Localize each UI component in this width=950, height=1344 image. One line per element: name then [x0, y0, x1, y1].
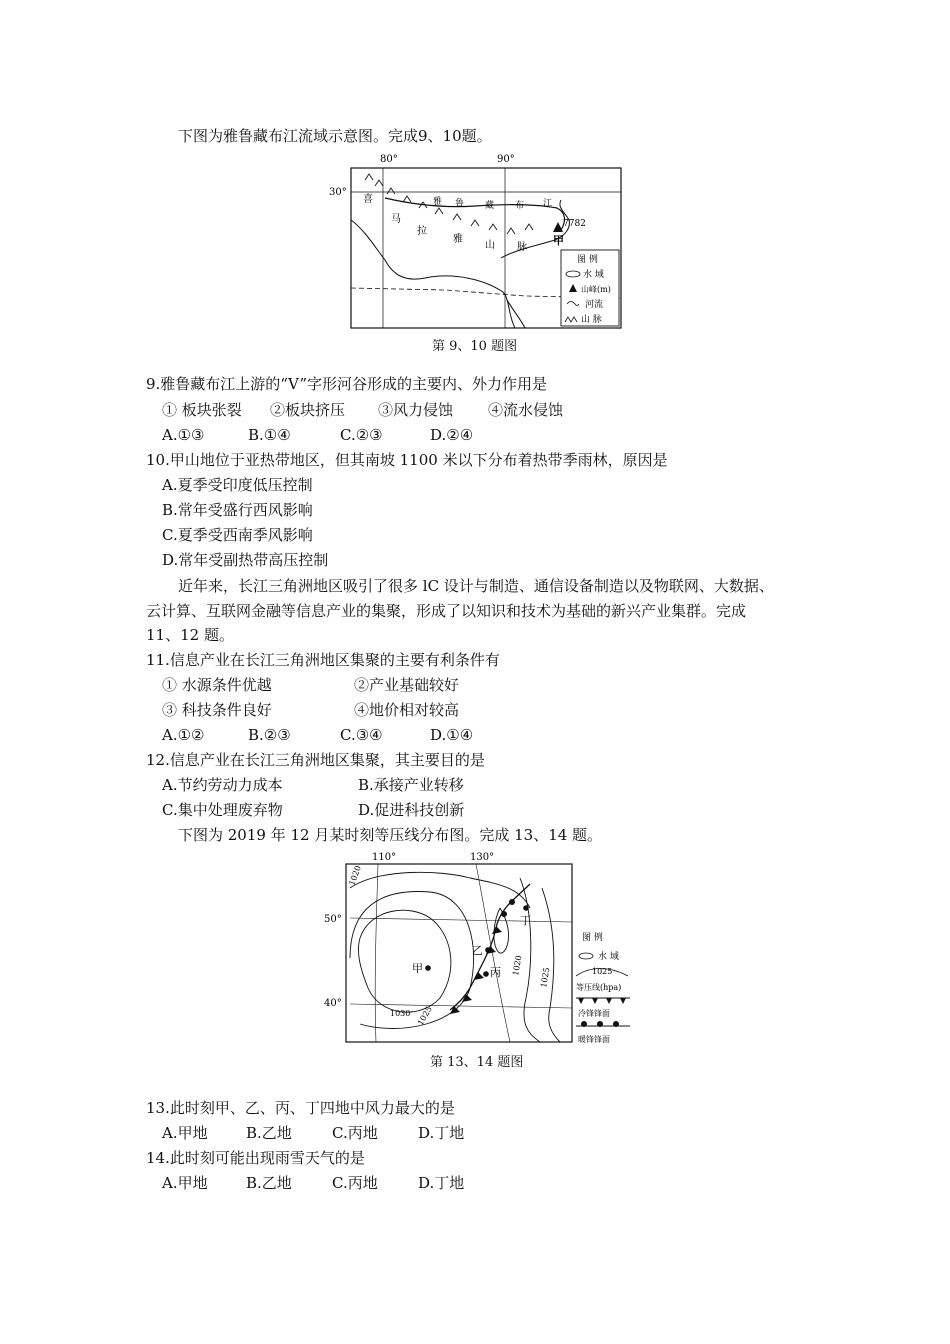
map1-mountain-marks — [365, 174, 533, 234]
q12-choice-d[interactable]: D.促进科技创新 — [358, 801, 465, 819]
map2-isobar-label-1: 1020 — [347, 864, 363, 887]
q11-choice-d[interactable]: D.①④ — [430, 726, 474, 744]
map1-river — [385, 198, 564, 230]
map1-caption: 第 9、10 题图 — [432, 339, 518, 354]
map1-legend-title: 图 例 — [577, 255, 598, 265]
map1-lon-80: 80° — [380, 154, 398, 165]
map1-region-2: 马 — [391, 214, 401, 225]
q11-item-1: ① 水源条件优越 — [162, 676, 272, 694]
map2-place-bing: 丙 — [490, 966, 501, 979]
map2-isobar-label-5: 1025 — [539, 966, 552, 989]
intro-11-12-line3: 11、12 题。 — [146, 626, 234, 644]
map2-legend-water-icon — [579, 953, 593, 959]
map1-peak-name: 甲 — [553, 234, 564, 247]
map2-place-yi-dot — [485, 947, 491, 953]
q10-stem: 10.甲山地位于亚热带地区，但其南坡 1100 米以下分布着热带季雨林，原因是 — [146, 451, 668, 469]
map1-river-1: 雅 — [433, 197, 443, 207]
q14-choice-d[interactable]: D.丁地 — [418, 1174, 465, 1192]
q14-stem: 14.此时刻可能出现雨雪天气的是 — [146, 1149, 365, 1167]
q10-choice-a[interactable]: A.夏季受印度低压控制 — [162, 476, 313, 494]
map2-legend-isobar: 等压线(hpa) — [576, 983, 622, 992]
q9-item-1: ① 板块张裂 — [162, 401, 242, 419]
map1-legend-peak: 山峰(m) — [581, 285, 611, 294]
map1-legend-water: 水 域 — [583, 270, 604, 280]
q10-choice-c[interactable]: C.夏季受西南季风影响 — [162, 526, 313, 544]
map1-lat-30: 30° — [329, 187, 347, 198]
map2-legend-cold: 冷锋锋面 — [578, 1009, 610, 1018]
q13-choice-a[interactable]: A.甲地 — [162, 1124, 208, 1142]
q9-item-4: ④流水侵蚀 — [488, 401, 564, 419]
map2-lon-130: 130° — [470, 852, 495, 863]
q11-stem: 11.信息产业在长江三角洲地区集聚的主要有利条件有 — [146, 651, 500, 669]
q9-choice-c[interactable]: C.②③ — [340, 426, 383, 444]
map2-isobar-2 — [358, 910, 450, 1012]
map2-legend-title: 图 例 — [582, 933, 603, 943]
q14-choice-c[interactable]: C.丙地 — [332, 1174, 378, 1192]
q13-choice-b[interactable]: B.乙地 — [246, 1124, 292, 1142]
map2-lon-110: 110° — [372, 852, 397, 863]
map1-river-3: 藏 — [485, 201, 495, 211]
map1-region-5: 山 — [485, 240, 495, 251]
map2-place-jia: 甲 — [412, 962, 423, 975]
q14-choice-b[interactable]: B.乙地 — [246, 1174, 292, 1192]
map2-lat-50: 50° — [324, 914, 342, 925]
q14-choice-a[interactable]: A.甲地 — [162, 1174, 208, 1192]
q11-item-3: ③ 科技条件良好 — [162, 701, 272, 719]
q11-choice-b[interactable]: B.②③ — [248, 726, 291, 744]
map2-place-bing-dot — [483, 971, 489, 977]
map1-legend-mountain: 山 脉 — [581, 315, 602, 325]
map2-caption: 第 13、14 题图 — [430, 1055, 524, 1070]
map2-isobar-5 — [542, 888, 560, 1042]
map2-place-ding-dot — [523, 905, 529, 911]
q12-choice-c[interactable]: C.集中处理废弃物 — [162, 801, 283, 819]
q11-choice-a[interactable]: A.①② — [162, 726, 205, 744]
q10-choice-b[interactable]: B.常年受盛行西风影响 — [162, 501, 313, 519]
map1-region-6: 脉 — [517, 242, 527, 253]
map2-isobar-label-3: 1025 — [415, 1004, 434, 1027]
map2-isobar-4 — [520, 878, 540, 1042]
map2-isobar-label-2: 1030 — [390, 1009, 411, 1018]
map1-river-2: 鲁 — [455, 199, 465, 209]
map2-place-jia-dot — [425, 965, 431, 971]
map1-peak-elev: 7782 — [563, 219, 586, 229]
map2-lat-40: 40° — [324, 998, 342, 1009]
q10-choice-d[interactable]: D.常年受副热带高压控制 — [162, 551, 329, 569]
map1-legend-river: 河流 — [585, 300, 604, 310]
intro-9-10: 下图为雅鲁藏布江流域示意图。完成9、10题。 — [178, 127, 492, 145]
intro-11-12-line1: 近年来，长江三角洲地区吸引了很多 lC 设计与制造、通信设备制造以及物联网、大数据、 — [178, 577, 774, 595]
q13-choice-d[interactable]: D.丁地 — [418, 1124, 465, 1142]
map2-warm-front-marks — [501, 899, 515, 917]
q13-choice-c[interactable]: C.丙地 — [332, 1124, 378, 1142]
intro-13-14: 下图为 2019 年 12 月某时刻等压线分布图。完成 13、14 题。 — [178, 826, 603, 844]
q12-stem: 12.信息产业在长江三角洲地区集聚，其主要目的是 — [146, 751, 485, 769]
q9-item-3: ③风力侵蚀 — [378, 401, 454, 419]
map1-region-1: 喜 — [363, 194, 373, 205]
map1-coast — [351, 220, 515, 328]
map2-isobar-label-4: 1020 — [511, 954, 524, 977]
q9-stem: 9.雅鲁藏布江上游的“V”字形河谷形成的主要内、外力作用是 — [146, 375, 548, 393]
isobar-map — [320, 848, 640, 1048]
map1-region-4: 雅 — [453, 234, 463, 245]
q11-choice-c[interactable]: C.③④ — [340, 726, 383, 744]
map2-legend-water: 水 域 — [598, 952, 619, 962]
q13-stem: 13.此时刻甲、乙、丙、丁四地中风力最大的是 — [146, 1099, 455, 1117]
intro-11-12-line2: 云计算、互联网金融等信息产业的集聚，形成了以知识和技术为基础的新兴产业集群。完成 — [146, 602, 747, 620]
map2-legend-cold-icon — [578, 998, 626, 1004]
q12-choice-a[interactable]: A.节约劳动力成本 — [162, 776, 283, 794]
q11-item-2: ②产业基础较好 — [354, 676, 460, 694]
map2-place-yi: 乙 — [472, 944, 483, 957]
map2-frame — [346, 864, 572, 1042]
map2-legend-warm: 暖锋锋面 — [578, 1035, 610, 1044]
map1-peak-icon — [553, 222, 563, 232]
map2-place-ding: 丁 — [520, 914, 531, 927]
q11-item-4: ④地价相对较高 — [354, 701, 460, 719]
q9-item-2: ②板块挤压 — [270, 401, 346, 419]
map2-legend-isobar-val: 1025 — [592, 967, 613, 976]
yarlung-map — [325, 150, 630, 335]
q12-choice-b[interactable]: B.承接产业转移 — [358, 776, 464, 794]
map1-region-3: 拉 — [417, 226, 427, 237]
map1-lon-90: 90° — [497, 154, 515, 165]
q9-choice-d[interactable]: D.②④ — [430, 426, 474, 444]
map1-river-4: 布 — [515, 201, 525, 211]
q9-choice-b[interactable]: B.①④ — [248, 426, 291, 444]
q9-choice-a[interactable]: A.①③ — [162, 426, 205, 444]
map1-river-5: 江 — [543, 199, 553, 209]
